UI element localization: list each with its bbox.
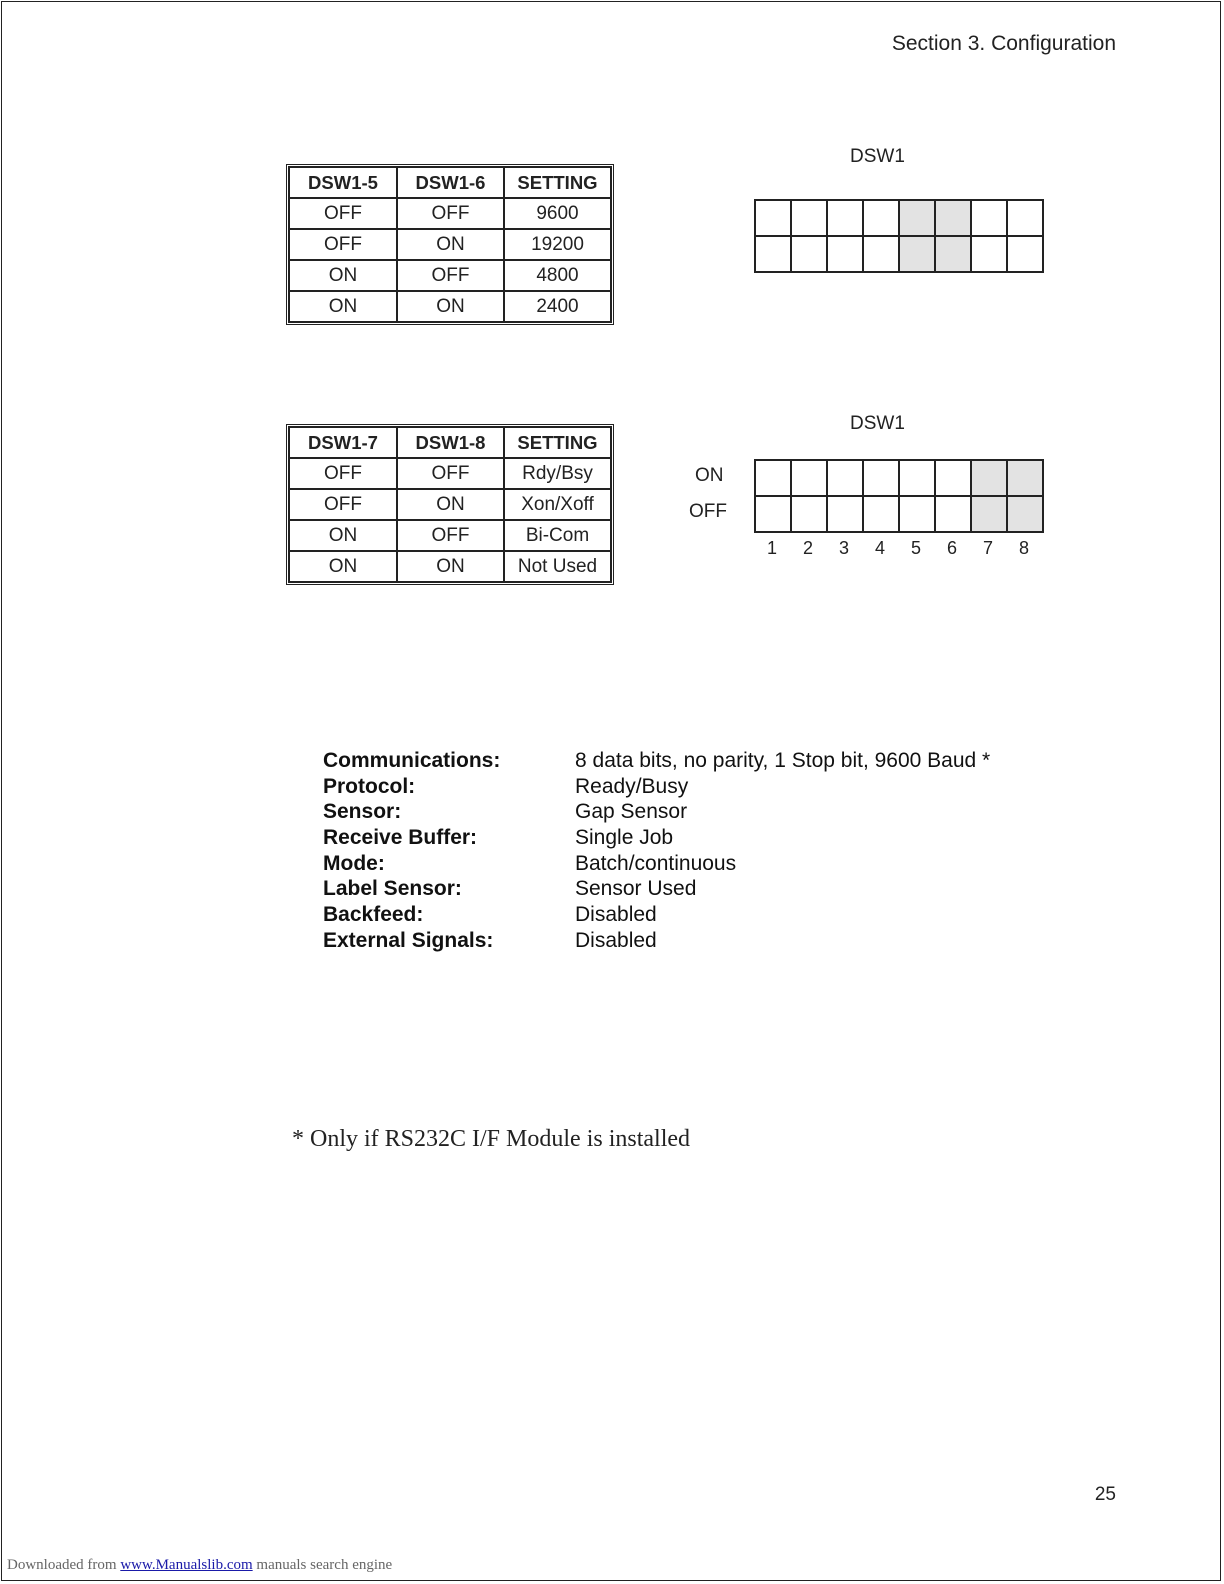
table-cell: ON (397, 489, 504, 520)
table-row (289, 198, 611, 229)
switch-cell-8-off (1008, 497, 1044, 533)
column-header: DSW1-8 (397, 427, 504, 458)
table-cell: 4800 (504, 260, 611, 291)
table-row (289, 520, 611, 551)
footnote: * Only if RS232C I/F Module is installed (292, 1126, 691, 1152)
setting-value: Sensor Used (575, 877, 697, 901)
table-cell: ON (289, 260, 397, 291)
switch-cell-1-off (756, 497, 792, 533)
switch-cell-1-on (756, 461, 792, 497)
table-cell: ON (289, 551, 397, 582)
setting-key: External Signals: (323, 928, 494, 952)
switch-number: 1 (766, 538, 777, 558)
switch-cell-1-top (756, 201, 792, 237)
switch-cell-8-top (1008, 201, 1044, 237)
setting-value: Disabled (575, 902, 657, 926)
list-item (323, 774, 990, 800)
switch-cell-4-bottom (864, 237, 900, 273)
dsw1-switch-diagram-baud (754, 199, 1044, 273)
list-item (323, 902, 990, 928)
table-cell: ON (397, 291, 504, 322)
setting-key: Communications: (323, 748, 501, 772)
switch-cell-7-top (972, 201, 1008, 237)
switch-cell-8-bottom (1008, 237, 1044, 273)
switch-cell-6-bottom (936, 237, 972, 273)
table-cell: OFF (397, 198, 504, 229)
table-row (289, 229, 611, 260)
dsw1-diagram-title: DSW1 (850, 146, 905, 167)
switch-cell-4-top (864, 201, 900, 237)
table-cell: ON (289, 520, 397, 551)
default-settings-list (323, 748, 990, 954)
download-note-prefix: Downloaded from (7, 1557, 117, 1573)
switch-number: 4 (874, 538, 885, 558)
table-cell: ON (397, 551, 504, 582)
table-cell: OFF (289, 229, 397, 260)
baud-rate-table (286, 164, 614, 325)
on-row-label: ON (695, 465, 724, 486)
switch-position-numbers (754, 538, 1042, 559)
switch-cell-4-off (864, 497, 900, 533)
switch-cell-2-bottom (792, 237, 828, 273)
list-item (323, 876, 990, 902)
table-cell: Xon/Xoff (504, 489, 611, 520)
switch-cell-1-bottom (756, 237, 792, 273)
column-header: SETTING (504, 167, 611, 198)
switch-cell-3-off (828, 497, 864, 533)
switch-cell-3-top (828, 201, 864, 237)
switch-cell-4-on (864, 461, 900, 497)
list-item (323, 799, 990, 825)
table-cell: OFF (397, 458, 504, 489)
table-cell: OFF (397, 520, 504, 551)
page-number: 25 (1094, 1484, 1116, 1505)
switch-cell-2-on (792, 461, 828, 497)
switch-cell-5-off (900, 497, 936, 533)
setting-value: Ready/Busy (575, 774, 689, 798)
list-item (323, 748, 990, 774)
section-title: Section 3. Configuration (891, 32, 1116, 55)
switch-cell-3-bottom (828, 237, 864, 273)
table-cell: 9600 (504, 198, 611, 229)
table-row (289, 260, 611, 291)
switch-cell-3-on (828, 461, 864, 497)
switch-cell-7-off (972, 497, 1008, 533)
table-header-row (289, 167, 611, 198)
table-cell: OFF (289, 198, 397, 229)
switch-cell-2-top (792, 201, 828, 237)
dsw1-diagram-title: DSW1 (850, 413, 905, 434)
list-item (323, 851, 990, 877)
table-cell: ON (397, 229, 504, 260)
switch-number: 8 (1018, 538, 1029, 558)
download-note (7, 1557, 392, 1574)
column-header: DSW1-5 (289, 167, 397, 198)
table-header-row (289, 427, 611, 458)
switch-cell-7-on (972, 461, 1008, 497)
table-cell: Rdy/Bsy (504, 458, 611, 489)
list-item (323, 825, 990, 851)
dsw1-switch-diagram-protocol (754, 459, 1044, 533)
download-note-suffix: manuals search engine (256, 1557, 393, 1573)
setting-key: Sensor: (323, 800, 402, 824)
switch-cell-5-bottom (900, 237, 936, 273)
table-row (289, 458, 611, 489)
table-row (289, 291, 611, 322)
table-cell: Bi-Com (504, 520, 611, 551)
switch-number: 2 (802, 538, 813, 558)
manualslib-link[interactable]: www.Manualslib.com (120, 1557, 253, 1573)
setting-key: Backfeed: (323, 902, 424, 926)
setting-value: Single Job (575, 825, 674, 849)
switch-cell-2-off (792, 497, 828, 533)
table-cell: OFF (289, 489, 397, 520)
setting-value: Batch/continuous (575, 851, 737, 875)
setting-key: Label Sensor: (323, 877, 462, 901)
switch-cell-6-off (936, 497, 972, 533)
setting-key: Mode: (323, 851, 385, 875)
switch-number: 5 (910, 538, 921, 558)
table-cell: ON (289, 291, 397, 322)
switch-number: 3 (838, 538, 849, 558)
table-cell: 19200 (504, 229, 611, 260)
table-row (289, 489, 611, 520)
table-cell: 2400 (504, 291, 611, 322)
switch-cell-5-on (900, 461, 936, 497)
switch-cell-8-on (1008, 461, 1044, 497)
table-row (289, 551, 611, 582)
setting-value: Gap Sensor (575, 800, 688, 824)
setting-key: Protocol: (323, 774, 416, 798)
switch-number: 6 (946, 538, 957, 558)
setting-value: 8 data bits, no parity, 1 Stop bit, 9600 Baud * (575, 748, 991, 772)
switch-cell-5-top (900, 201, 936, 237)
switch-cell-6-on (936, 461, 972, 497)
setting-value: Disabled (575, 928, 657, 952)
table-cell: OFF (289, 458, 397, 489)
setting-key: Receive Buffer: (323, 825, 478, 849)
column-header: DSW1-6 (397, 167, 504, 198)
list-item (323, 928, 990, 954)
table-cell: Not Used (504, 551, 611, 582)
switch-cell-7-bottom (972, 237, 1008, 273)
off-row-label: OFF (689, 501, 727, 522)
protocol-table (286, 424, 614, 585)
column-header: SETTING (504, 427, 611, 458)
table-cell: OFF (397, 260, 504, 291)
switch-number: 7 (982, 538, 993, 558)
column-header: DSW1-7 (289, 427, 397, 458)
switch-cell-6-top (936, 201, 972, 237)
